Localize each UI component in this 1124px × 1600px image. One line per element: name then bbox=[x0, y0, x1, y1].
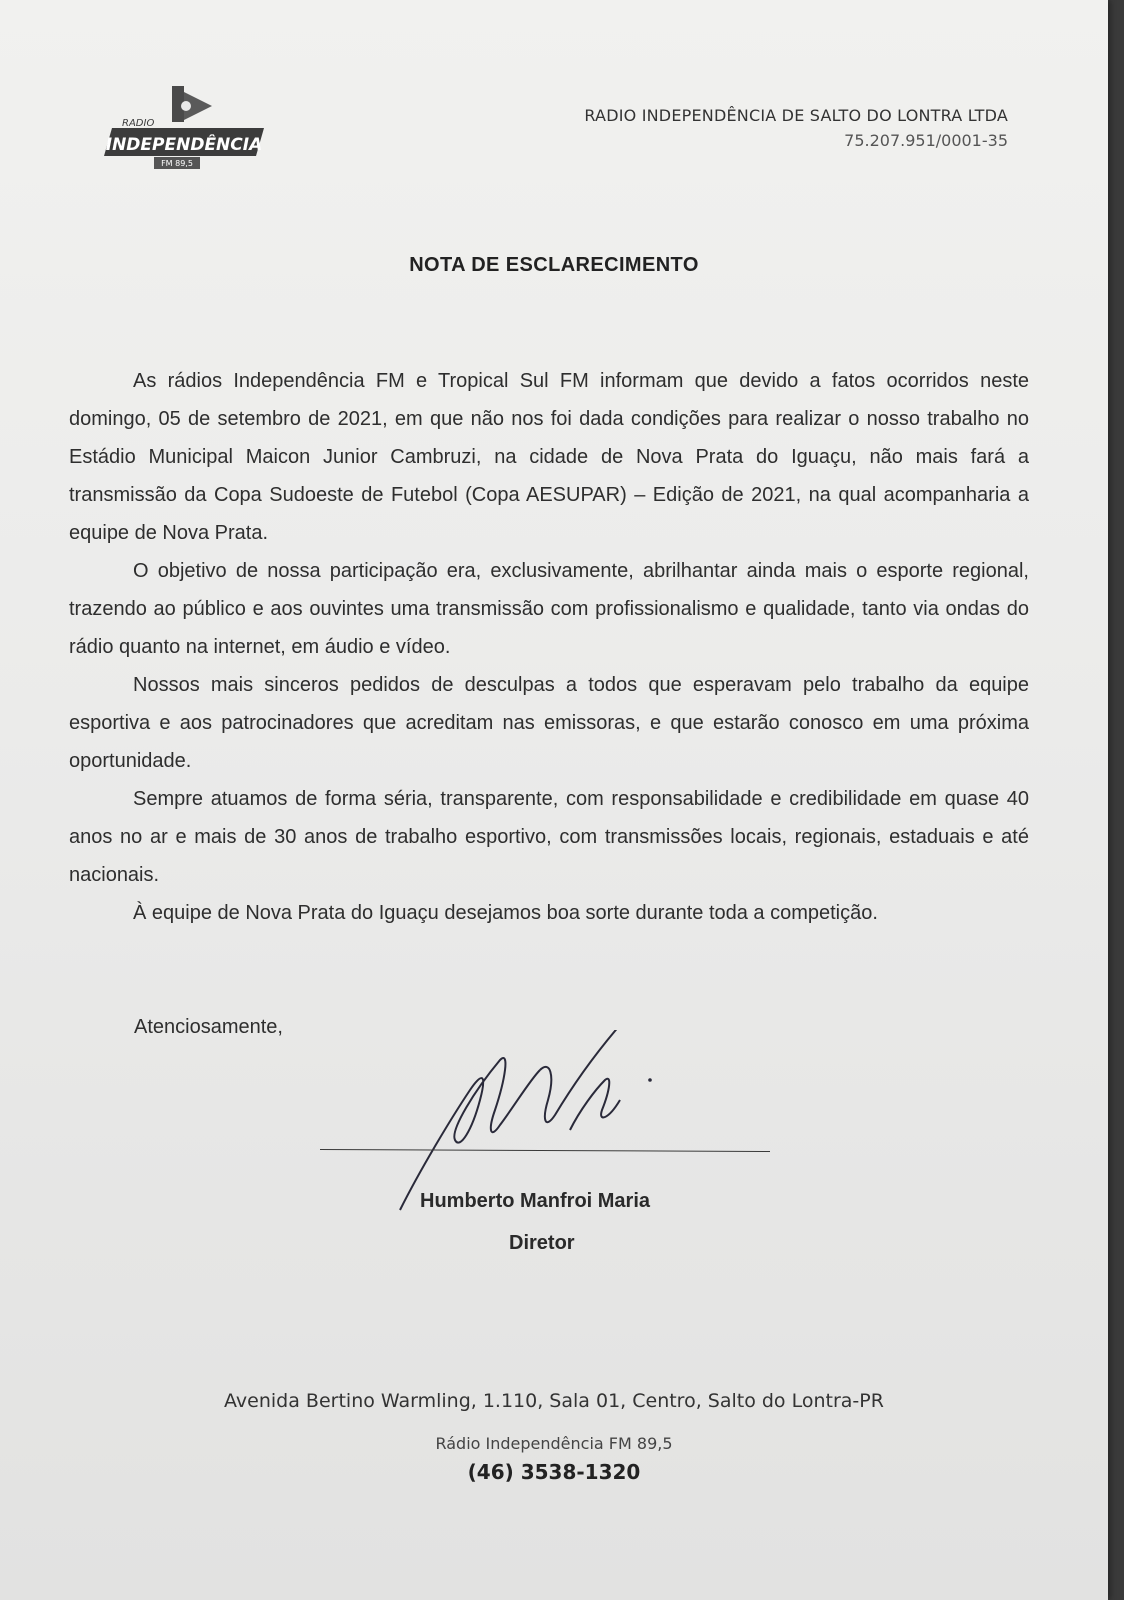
company-info bbox=[584, 106, 1008, 150]
logo-main-text: INDEPENDÊNCIA bbox=[105, 135, 263, 155]
company-cnpj: 75.207.951/0001-35 bbox=[844, 131, 1008, 150]
company-name: RADIO INDEPENDÊNCIA DE SALTO DO LONTRA LTDA bbox=[584, 106, 1008, 125]
paragraph: Nossos mais sinceros pedidos de desculpas a todos que esperavam pelo trabalho da equipe esportiva e aos patrocinadores que acreditam nas emissoras, e que estarão conosco em uma próxima oportunidade. bbox=[69, 674, 1029, 772]
logo-freq-text: FM 89,5 bbox=[161, 159, 193, 168]
closing-text: Atenciosamente, bbox=[134, 1016, 283, 1038]
logo-top-text: RADIO bbox=[122, 118, 155, 129]
paragraph: O objetivo de nossa participação era, exclusivamente, abrilhantar ainda mais o esporte regional, trazendo ao público e aos ouvintes uma transmissão com profissionalismo e qualidade, tanto via ondas do rádio quanto na internet, em áudio e vídeo. bbox=[69, 560, 1029, 658]
document-title: NOTA DE ESCLARECIMENTO bbox=[409, 254, 699, 276]
signer-name: Humberto Manfroi Maria bbox=[420, 1190, 651, 1212]
footer-phone: (46) 3538-1320 bbox=[467, 1460, 641, 1484]
radio-logo bbox=[92, 84, 272, 174]
signer-role: Diretor bbox=[509, 1232, 575, 1254]
footer-address: Avenida Bertino Warmling, 1.110, Sala 01, Centro, Salto do Lontra-PR bbox=[224, 1390, 884, 1412]
paragraph: À equipe de Nova Prata do Iguaçu desejamos boa sorte durante toda a competição. bbox=[133, 902, 878, 924]
document-body bbox=[69, 362, 1029, 932]
paragraph: As rádios Independência FM e Tropical Sul FM informam que devido a fatos ocorridos neste domingo, 05 de setembro de 2021, em que não nos foi dada condições para realizar o nosso trabalho no Estádio Municipal Maicon Junior Cambruzi, na cidade de Nova Prata do Iguaçu, não mais fará a transmissão da Copa Sudoeste de Futebol (Copa AESUPAR) – Edição de 2021, na qual acompanharia a equipe de Nova Prata. bbox=[69, 370, 1029, 544]
paragraph: Sempre atuamos de forma séria, transparente, com responsabilidade e credibilidade em quase 40 anos no ar e mais de 30 anos de trabalho esportivo, com transmissões locais, regionais, estaduais e até nacionais. bbox=[69, 788, 1029, 886]
radio-i-logo-icon bbox=[92, 84, 272, 174]
footer-radio-name: Rádio Independência FM 89,5 bbox=[435, 1434, 673, 1453]
